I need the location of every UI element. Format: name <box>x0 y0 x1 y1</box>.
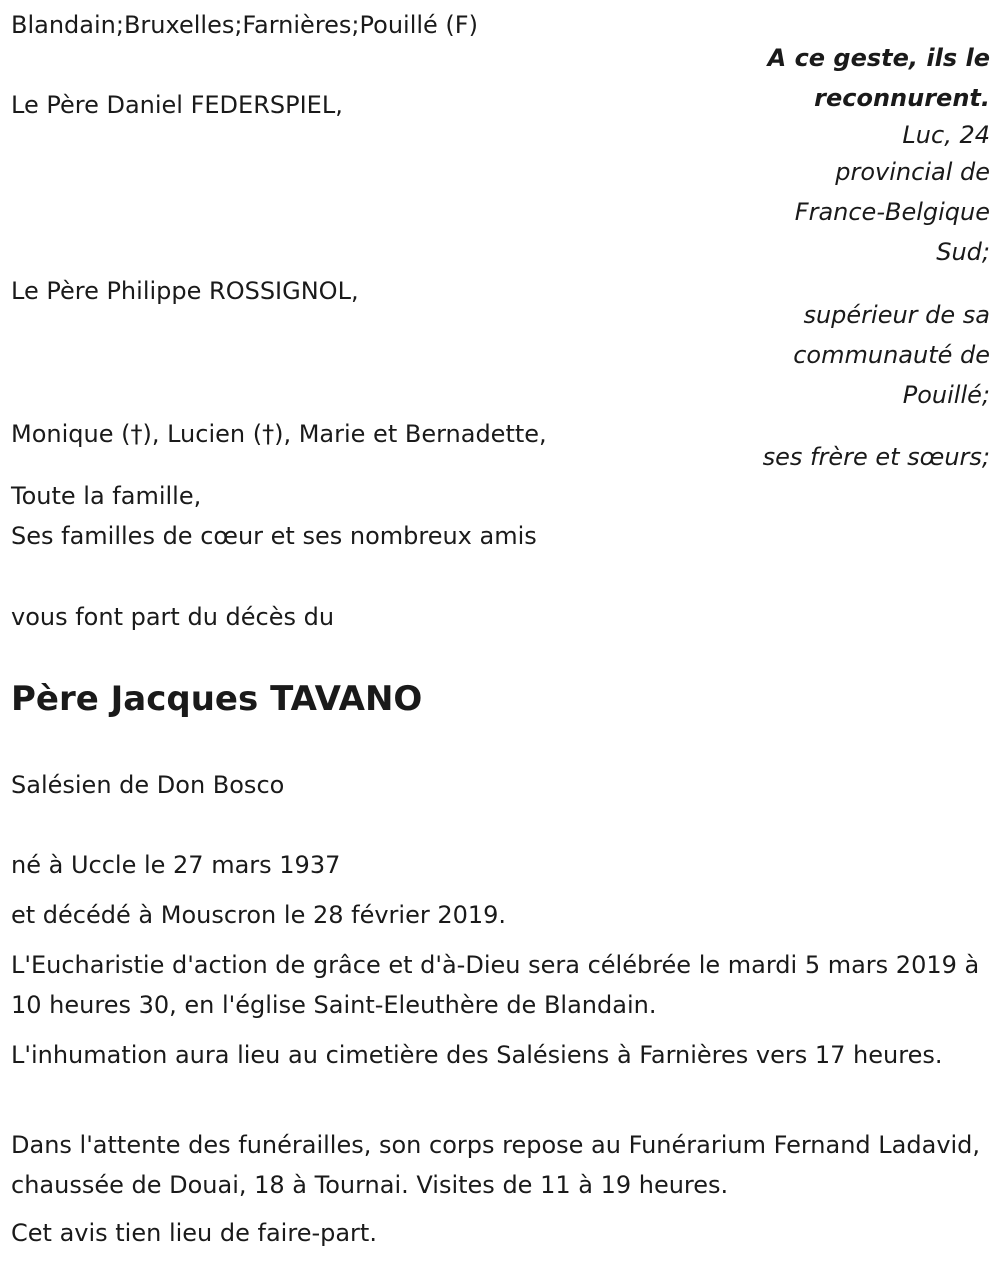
announcer-role-line: France-Belgique <box>794 198 990 226</box>
deceased-name: Père Jacques TAVANO <box>11 679 423 719</box>
header-locations: Blandain;Bruxelles;Farnières;Pouillé (F) <box>11 11 478 39</box>
announcer-role-line: Pouillé; <box>902 381 990 409</box>
burial-details: L'inhumation aura lieu au cimetière des Salésiens à Farnières vers 17 heures. <box>11 1041 943 1069</box>
eucharist-details: L'Eucharistie d'action de grâce et d'à-Dieu sera célébrée le mardi 5 mars 2019 à 10 heures 30, en l'église Saint-Eleuthère de Blandain. <box>11 951 980 1019</box>
announcer-name-rossignol: Le Père Philippe ROSSIGNOL, <box>11 277 359 305</box>
announcer-role-line: supérieur de sa <box>803 301 990 329</box>
closing-note: Cet avis tien lieu de faire-part. <box>11 1219 377 1247</box>
family-line-2: Ses familles de cœur et ses nombreux amis <box>11 522 537 550</box>
viewing-details: Dans l'attente des funérailles, son corps repose au Funérarium Fernand Ladavid, chaussée de Douai, 18 à Tournai. Visites de 11 à 19 heures. <box>11 1131 981 1199</box>
announcer-name-siblings: Monique (†), Lucien (†), Marie et Bernadette, <box>11 420 547 448</box>
deceased-affiliation: Salésien de Don Bosco <box>11 771 285 799</box>
deceased-death: et décédé à Mouscron le 28 février 2019. <box>11 901 507 929</box>
announcement-text: vous font part du décès du <box>11 603 335 631</box>
deceased-birth: né à Uccle le 27 mars 1937 <box>11 851 341 879</box>
family-line-1: Toute la famille, <box>11 482 202 510</box>
announcer-role-line: provincial de <box>835 158 990 186</box>
quote-reference: Luc, 24 <box>902 121 990 149</box>
announcer-role-line: Sud; <box>936 238 990 266</box>
announcer-role-line: ses frère et sœurs; <box>762 443 990 471</box>
announcer-role-line: communauté de <box>793 341 990 369</box>
announcer-name-federspiel: Le Père Daniel FEDERSPIEL, <box>11 91 343 119</box>
quote-line-1: A ce geste, ils le <box>767 44 990 72</box>
quote-line-2: reconnurent. <box>814 84 990 112</box>
